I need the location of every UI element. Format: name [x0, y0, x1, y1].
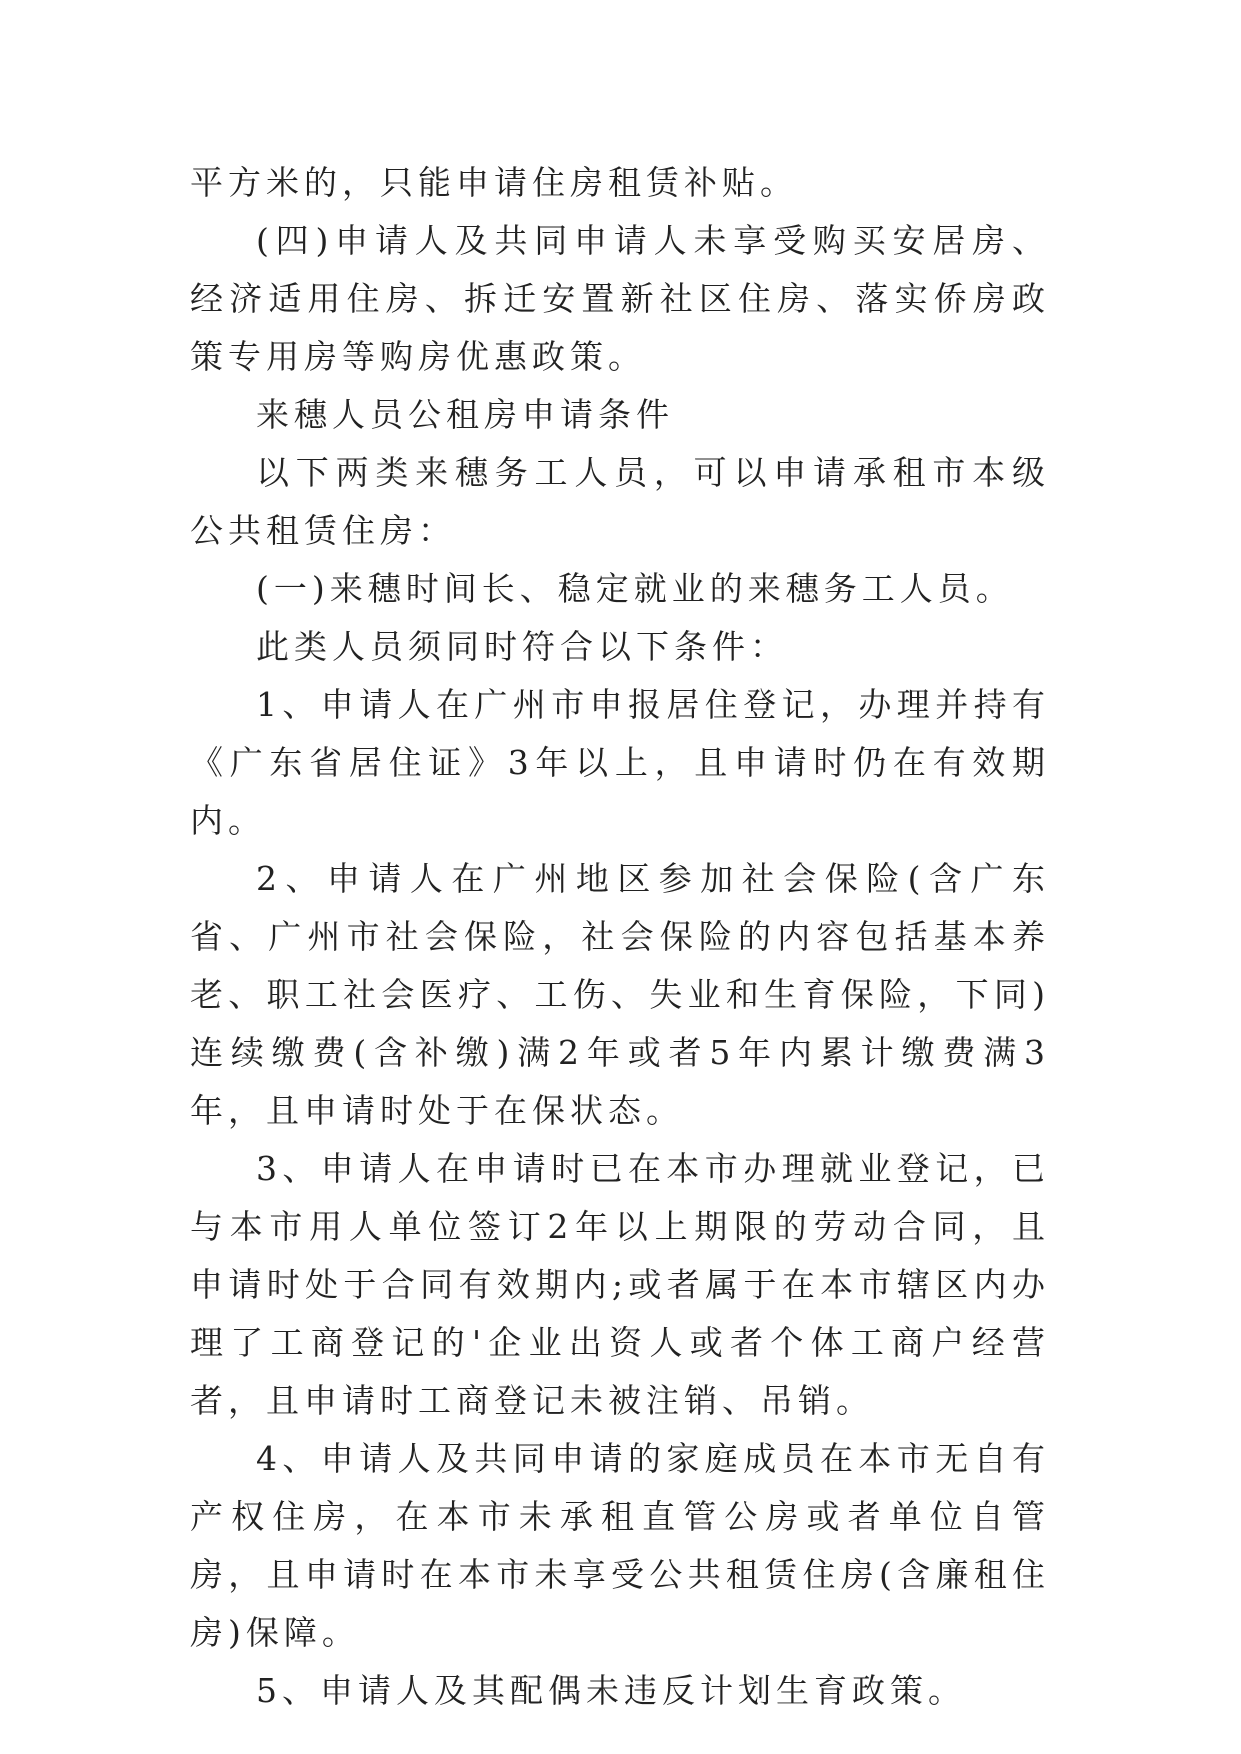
paragraph-conditions-lead: 此类人员须同时符合以下条件： — [256, 627, 788, 666]
paragraph-condition-4: 4、申请人及共同申请的家庭成员在本市无自有产权住房，在本市未承租直管公房或者单位自管房，且申请时在本市未享受公共租赁住房(含廉租住房)保障。 — [190, 1439, 1050, 1652]
paragraph-condition-1: 1、申请人在广州市申报居住登记，办理并持有《广东省居住证》3年以上，且申请时仍在有效期内。 — [190, 685, 1050, 840]
paragraph-condition-5: 5、申请人及其配偶未违反计划生育政策。 — [256, 1671, 966, 1710]
paragraph-condition-2: 2、申请人在广州地区参加社会保险(含广东省、广州市社会保险，社会保险的内容包括基本养老、职工社会医疗、工伤、失业和生育保险，下同)连续缴费(含补缴)满2年或者5年内累计缴费满3年，且申请时处于在保状态。 — [190, 859, 1050, 1130]
paragraph-condition-3: 3、申请人在申请时已在本市办理就业登记，已与本市用人单位签订2年以上期限的劳动合同，且申请时处于合同有效期内;或者属于在本市辖区内办理了工商登记的'企业出资人或者个体工商户经营者，且申请时工商登记未被注销、吊销。 — [190, 1149, 1050, 1420]
paragraph-continuation: 平方米的，只能申请住房租赁补贴。 — [190, 163, 798, 202]
paragraph-intro: 以下两类来穗务工人员，可以申请承租市本级公共租赁住房： — [190, 453, 1050, 550]
document-body — [190, 154, 1050, 1720]
paragraph-category-one: (一)来穗时间长、稳定就业的来穗务工人员。 — [256, 569, 1014, 608]
section-heading: 来穗人员公租房申请条件 — [256, 395, 674, 434]
paragraph-item-four: (四)申请人及共同申请人未享受购买安居房、经济适用住房、拆迁安置新社区住房、落实侨房政策专用房等购房优惠政策。 — [190, 221, 1050, 376]
